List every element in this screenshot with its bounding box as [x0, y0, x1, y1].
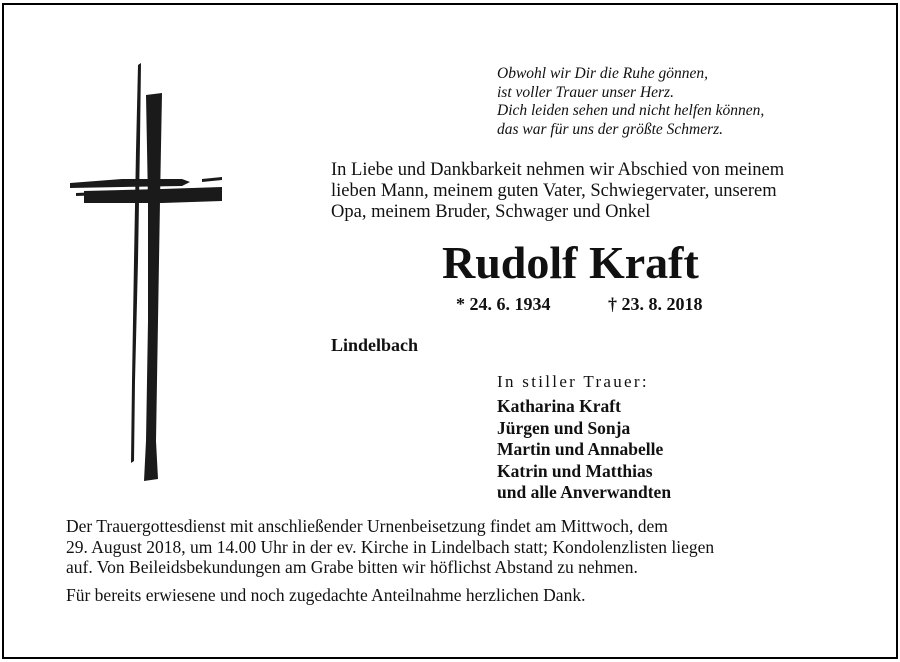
- mourner-item: Martin und Annabelle: [497, 439, 664, 459]
- poem-line: ist voller Trauer unser Herz.: [497, 83, 674, 101]
- cross-icon: [62, 61, 232, 485]
- mourners-list: [497, 396, 671, 504]
- mourner-item: und alle Anverwandten: [497, 482, 672, 502]
- intro-line: lieben Mann, meinem guten Vater, Schwiegervater, unserem: [331, 181, 777, 201]
- service-info: [66, 516, 842, 578]
- birth-date: * 24. 6. 1934: [456, 294, 551, 314]
- poem-line: das war für uns der größte Schmerz.: [497, 120, 724, 138]
- poem-line: Dich leiden sehen und nicht helfen können,: [497, 102, 765, 119]
- intro-line: In Liebe und Dankbarkeit nehmen wir Abschied von meinem: [331, 160, 785, 180]
- mourner-item: Katrin und Matthias: [497, 460, 653, 481]
- poem-line: Obwohl wir Dir die Ruhe gönnen,: [497, 65, 708, 82]
- deceased-name: Rudolf Kraft: [442, 237, 699, 288]
- mourner-item: Katharina Kraft: [497, 396, 621, 416]
- intro-line: Opa, meinem Bruder, Schwager und Onkel: [331, 202, 651, 222]
- thanks-text: Für bereits erwiesene und noch zugedachte Anteilnahme herzlichen Dank.: [66, 585, 586, 605]
- life-dates: [456, 293, 703, 315]
- intro-text: [331, 160, 844, 223]
- service-line: 29. August 2018, um 14.00 Uhr in der ev. Kirche in Lindelbach statt; Kondolenzlisten liegen: [66, 536, 715, 557]
- mourner-item: Jürgen und Sonja: [497, 417, 631, 438]
- place-name: Lindelbach: [331, 335, 419, 355]
- service-line: auf. Von Beileidsbekundungen am Grabe bitten wir höflichst Abstand zu nehmen.: [66, 557, 638, 577]
- mourning-heading: In stiller Trauer:: [497, 372, 649, 391]
- death-date: † 23. 8. 2018: [608, 294, 703, 314]
- service-line: Der Trauergottesdienst mit anschließender Urnenbeisetzung findet am Mittwoch, dem: [66, 516, 668, 536]
- obituary-notice: [2, 3, 898, 659]
- poem: [497, 65, 877, 139]
